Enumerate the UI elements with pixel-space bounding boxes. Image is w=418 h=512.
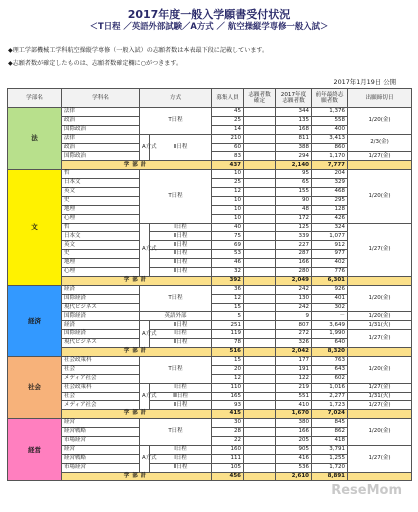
table-row: 社会 20 191 643: [8, 365, 412, 374]
table-row: 哲 A方式 Ⅰ日程 40 125 324 1/27(金): [8, 223, 412, 232]
table-row: 史 Ⅱ日程 53 287 977: [8, 250, 412, 259]
table-row: 法 法律 T日程 45 344 1,376 1/20(金): [8, 108, 412, 117]
table-row: 社会政策科 A方式 Ⅰ日程 110 219 1,016 1/27(金): [8, 383, 412, 392]
table-row: 心理 10 172 426: [8, 214, 412, 223]
table-row: 経済 A方式 Ⅱ日程 251 807 3,649 1/31(火): [8, 321, 412, 330]
faculty-economics: 経済: [8, 285, 62, 356]
table-row: 経営 経営 T日程 30 380 845 1/20(金): [8, 419, 412, 428]
col-capacity: 募集人員: [212, 89, 244, 108]
note-confirmed: ◆志願者数が確定したものは、志願者数確定欄に○がつきます。: [8, 60, 183, 67]
table-row: 日本文 Ⅱ日程 75 339 1,077: [8, 232, 412, 241]
table-row: 経営戦略 28 166 862: [8, 428, 412, 437]
subtotal-row: 学部計 516 2,042 8,320: [8, 348, 412, 357]
table-row: 日本文 25 65 329: [8, 179, 412, 188]
table-row: 国際経済 Ⅰ日程 119 272 1,990 1/27(金): [8, 330, 412, 339]
subtotal-row: 学部計 415 1,670 7,024: [8, 410, 412, 419]
applications-table: [7, 88, 412, 481]
table-row: 文 哲 T日程 10 95 204 1/20(金): [8, 170, 412, 179]
table-row: 現代ビジネス Ⅱ日程 78 326 640: [8, 339, 412, 348]
faculty-sociology: 社会: [8, 356, 62, 418]
subtotal-row: 学部計 456 2,610 8,891: [8, 472, 412, 481]
col-applicants-2017: 2017年度志願者数: [276, 89, 312, 108]
faculty-business: 経営: [8, 419, 62, 481]
faculty-letters: 文: [8, 170, 62, 286]
faculty-law: 法: [8, 108, 62, 170]
page-title: 2017年度一般入学願書受付状況: [127, 8, 291, 21]
col-confirmed: 志願者数確定: [244, 89, 276, 108]
table-row: 英文 Ⅱ日程 69 227 912: [8, 241, 412, 250]
table-row: 心理 Ⅱ日程 32 280 776: [8, 268, 412, 277]
col-faculty: 学部名: [8, 89, 62, 108]
table-row: 経済 経済 T日程 36 242 926 1/20(金): [8, 285, 412, 294]
table-row: 政治 25 135 558: [8, 116, 412, 125]
table-row: 社会 Ⅲ日程 165 551 2,277 1/31(火): [8, 392, 412, 401]
table-row: 経営戦略 Ⅰ日程 111 416 1,255: [8, 454, 412, 463]
table-row: 政治 60 388 860: [8, 143, 412, 152]
table-row: 英文 12 155 468: [8, 188, 412, 197]
publish-date: 2017年1月19日 公開: [333, 78, 396, 86]
table-row: 社会 社会政策科 T日程 15 177 763 1/20(金): [8, 356, 412, 365]
col-deadline: 出願締切日: [348, 89, 412, 108]
table-row: 現代ビジネス 15 242 302: [8, 303, 412, 312]
col-applicants-prev: 前年最終志願者数: [312, 89, 348, 108]
table-header-row: [8, 89, 412, 108]
note-aviation: ◆理工学部機械工学科航空操縦学専修（一般入試）の志願者数は本表最下段に記載しています。: [8, 47, 269, 54]
table-row: 地理 10 48 128: [8, 205, 412, 214]
table-row: 国際経済 12 130 401: [8, 294, 412, 303]
table-row: 国際政治 83 294 1,170 1/27(金): [8, 152, 412, 161]
table-row: 史 10 90 295: [8, 196, 412, 205]
table-row: 地理 Ⅱ日程 46 166 402: [8, 259, 412, 268]
subtotal-row: 学部計 437 2,140 7,777: [8, 161, 412, 170]
table-row: 市場経営 22 205 418: [8, 436, 412, 445]
subtotal-row: 学部計 392 2,049 6,301: [8, 276, 412, 285]
watermark-logo: ReseMom: [331, 483, 402, 498]
page-subtitle: ＜T日程 ／英語外部試験／A方式 ／ 航空操縦学専修一般入試＞: [89, 21, 329, 31]
table-row: 国際政治 14 168 400: [8, 125, 412, 134]
col-department: 学科名: [62, 89, 140, 108]
table-row: メディア社会 12 122 602: [8, 374, 412, 383]
col-method: 方式: [140, 89, 212, 108]
table-row: 経営 A方式 Ⅰ日程 160 905 3,791 1/27(金): [8, 445, 412, 454]
table-row: 市場経営 Ⅱ日程 105 536 1,720: [8, 463, 412, 472]
table-row: 法律 A方式 Ⅱ日程 210 811 3,413 2/3(金): [8, 134, 412, 143]
table-row: 国際経済 英語外部 5 9 － 1/20(金): [8, 312, 412, 321]
table-row: メディア社会 Ⅱ日程 93 410 1,723 1/27(金): [8, 401, 412, 410]
